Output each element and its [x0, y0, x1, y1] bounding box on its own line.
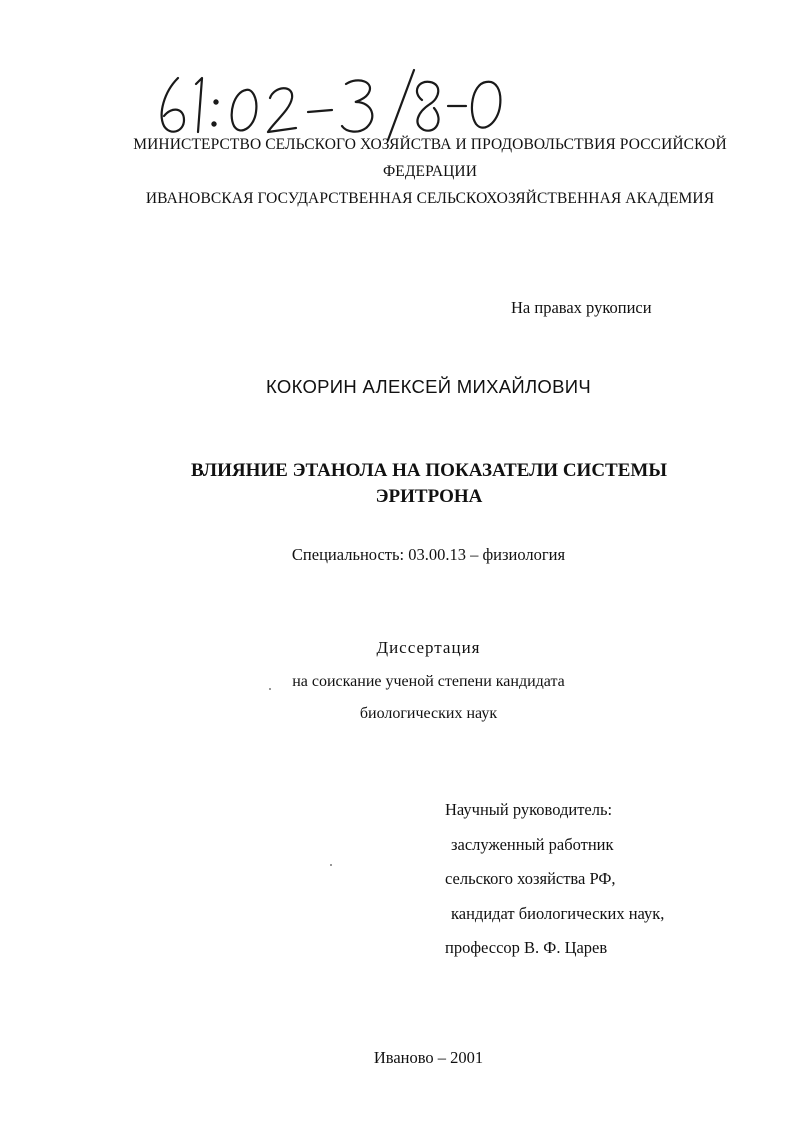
title-line-2: ЭРИТРОНА	[375, 486, 483, 507]
dissertation-degree-line-2: биологических наук	[359, 705, 498, 722]
specialty: Специальность: 03.00.13 – физиология	[291, 545, 566, 564]
supervisor-line-1: заслуженный работник	[451, 834, 614, 854]
handwritten-catalog-number	[150, 62, 530, 142]
supervisor-line-4: профессор В. Ф. Царев	[445, 938, 608, 957]
academy-name: ИВАНОВСКАЯ ГОСУДАРСТВЕННАЯ СЕЛЬСКОХОЗЯЙСТВЕННАЯ АКАДЕМИЯ	[145, 190, 715, 207]
supervisor-heading: Научный руководитель:	[445, 800, 613, 819]
author-name: КОКОРИН АЛЕКСЕЙ МИХАЙЛОВИЧ	[266, 376, 591, 397]
dissertation-title	[100, 458, 758, 510]
scan-speck	[269, 688, 271, 690]
title-line-1: ВЛИЯНИЕ ЭТАНОЛА НА ПОКАЗАТЕЛИ СИСТЕМЫ	[190, 460, 667, 481]
ministry-line-2: ФЕДЕРАЦИИ	[382, 163, 478, 180]
supervisor-line-3: кандидат биологических наук,	[451, 903, 665, 923]
scan-speck	[330, 864, 332, 866]
ministry-header	[70, 131, 790, 212]
ministry-line-1: МИНИСТЕРСТВО СЕЛЬСКОГО ХОЗЯЙСТВА И ПРОДОВОЛЬСТВИЯ РОССИЙСКОЙ	[133, 136, 727, 153]
supervisor-block	[445, 793, 664, 966]
dissertation-label: Диссертация	[376, 638, 481, 657]
dissertation-degree-line-1: на соискание ученой степени кандидата	[292, 673, 565, 690]
rights-note: На правах рукописи	[511, 298, 652, 317]
city-year: Иваново – 2001	[373, 1048, 484, 1067]
supervisor-line-2: сельского хозяйства РФ,	[445, 869, 616, 888]
